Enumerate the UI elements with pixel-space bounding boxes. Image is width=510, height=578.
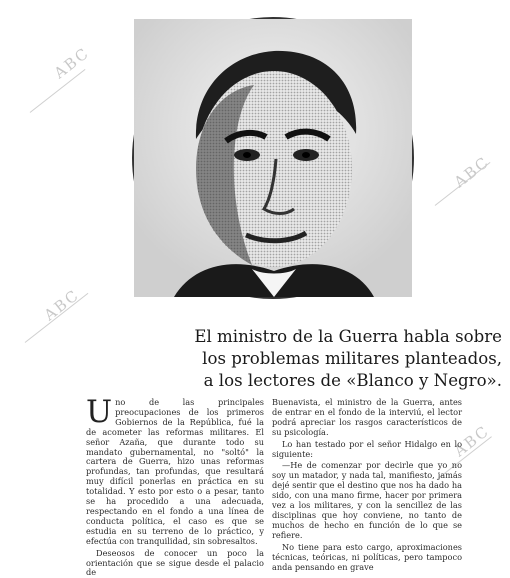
article-column-2 xyxy=(272,397,462,572)
paragraph-text: no de las principales preocupaciones de los primeros Gobiernos de la República, fué la de acometer las reformas militares. El señor Azaña, que durante todo su mandato gubernamental, no "soltó" la cartera de Guerra, hizo unas reformas profundas, tan profundas, que resultará muy difícil ponerlas en práctica en su totalidad. Y esto por esto o a pesar, tanto se ha procedido a una adecuada, respectando en el fondo a una línea de conducta política, el caso es que se estudia en su terreno de lo práctico, y efectúa con tranquilidad, sin sobresaltos. xyxy=(86,397,264,546)
abc-watermark: ABC xyxy=(50,43,93,83)
article-paragraph: Deseosos de conocer un poco la orientación que se sigue desde el palacio de xyxy=(86,547,264,578)
drop-cap: U xyxy=(86,394,113,430)
article-paragraph xyxy=(86,394,264,547)
article-paragraph: Lo han testado por el señor Hidalgo en lo siguiente: xyxy=(272,438,462,459)
abc-watermark: ABC xyxy=(450,152,493,192)
article-paragraph: No tiene para esto cargo, aproximaciones técnicas, teóricas, ni políticas, pero tampoco anda pensando en grave xyxy=(272,541,462,572)
article-paragraph: Buenavista, el ministro de la Guerra, antes de entrar en el fondo de la interviú, el lector podrá apreciar los rasgos característicos de su psicología. xyxy=(272,397,462,437)
article-column-1 xyxy=(86,394,264,578)
title-line: a los lectores de «Blanco y Negro». xyxy=(203,371,502,390)
title-line: los problemas militares planteados, xyxy=(202,349,502,368)
article-title xyxy=(172,326,502,392)
portrait-photo xyxy=(132,17,414,299)
article-paragraph: —He de comenzar por decirle que yo no soy un matador, y nada tal, manifiesto, jamás dejé sentir que el destino que nos ha dado ha sido, con una mano firme, hacer por primera vez a los militares, y con la sencillez de las disciplinas que hoy conviene, no tanto de muchos de hecho en función de lo que se refiere. xyxy=(272,460,462,540)
abc-watermark: ABC xyxy=(450,421,493,461)
title-line: El ministro de la Guerra habla sobre xyxy=(194,327,502,346)
abc-watermark: ABC xyxy=(40,285,83,325)
